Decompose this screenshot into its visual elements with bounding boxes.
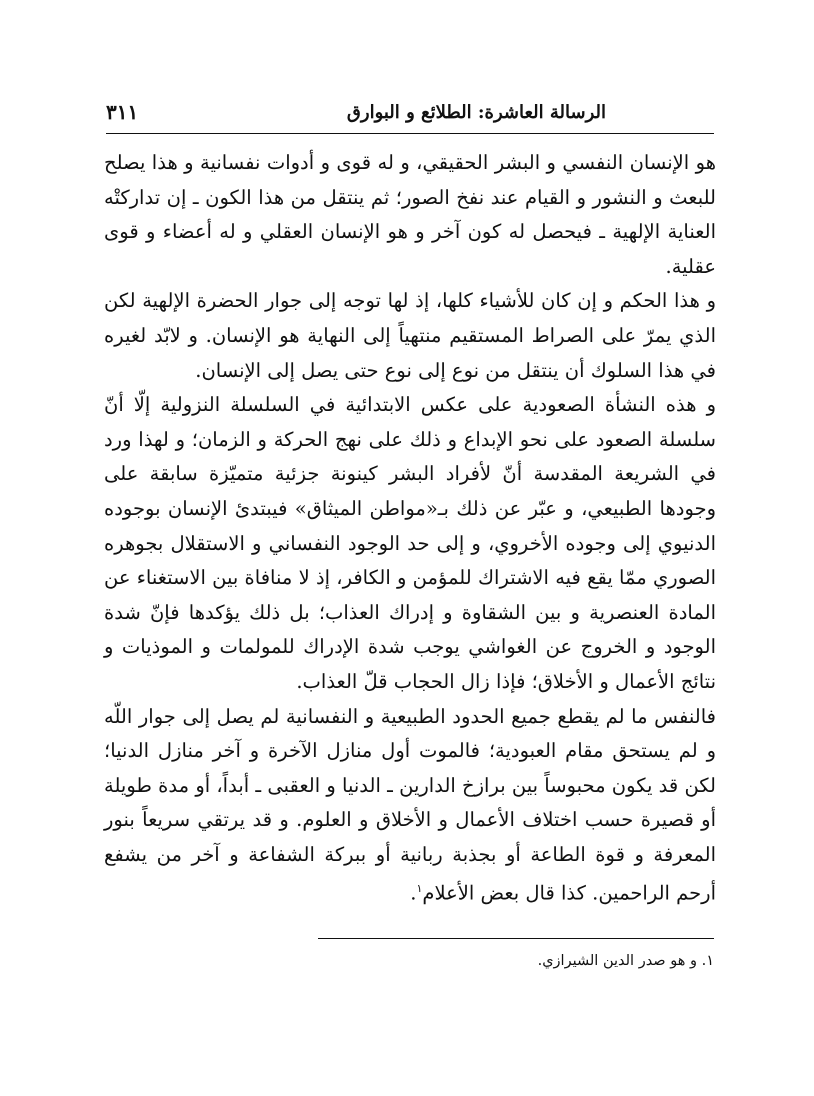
header-rule [106,133,714,134]
page-header [106,96,814,132]
page-number: ٣١١ [106,100,139,124]
paragraph: و هذه النشأة الصعودية على عكس الابتدائية في السلسلة النزولية إلّا أنّ سلسلة الصعود على نحو الإبداع و ذلك على نهج الحركة و الزمان؛ و لهذا ورد في الشريعة المقدسة أنّ لأفراد البشر كينونة جزئية متميّزة سابقة على وجودها الطبيعي، و عبّر عن ذلك بـ«مواطن الميثاق» فيبتدئ الإنسان بوجوده الدنيوي إلى وجوده الأخروي، و إلى حد الوجود النفساني و الاستقلال بجوهره الصوري ممّا يقع فيه الاشتراك للمؤمن و الكافر، إذ لا منافاة بين الاستغناء عن المادة العنصرية و بين الشقاوة و إدراك العذاب؛ بل ذلك يؤكدها فإنّ شدة الوجود و الخروج عن الغواشي يوجب شدة الإدراك للمولمات و الموذيات و نتائج الأعمال و الأخلاق؛ فإذا زال الحجاب قلّ العذاب. [104,393,716,693]
main-text [104,146,716,912]
footnote-rule [318,938,714,939]
paragraph-text: فالنفس ما لم يقطع جميع الحدود الطبيعية و النفسانية لم يصل إلى جوار اللّه و لم يستحق مقام العبودية؛ فالموت أول منازل الآخرة و آخر منازل الدنيا؛ لكن قد يكون محبوساً بين برازخ الدارين ـ الدنيا و العقبى ـ أبداً، أو مدة طويلة أو قصيرة حسب اختلاف الأعمال و الأخلاق و العلوم. و قد يرتقي سريعاً بنور المعرفة و قوة الطاعة أو بجذبة ربانية أو ببركة الشفاعة و آخر من يشفع أرحم الراحمين. كذا قال بعض الأعلام [104,704,716,905]
paragraph: هو الإنسان النفسي و البشر الحقيقي، و له قوى و أدوات نفسانية و هذا يصلح للبعث و النشور و القيام عند نفخ الصور؛ ثم ينتقل من هذا الكون ـ إن تداركتْه العناية الإلهية ـ فيحصل له كون آخر و هو الإنسان العقلي و له أعضاء و قوى عقلية. [104,151,716,278]
paragraph: فالنفس ما لم يقطع جميع الحدود الطبيعية و النفسانية لم يصل إلى جوار اللّه و لم يستحق مقام العبودية؛ فالموت أول منازل الآخرة و آخر منازل الدنيا؛ لكن قد يكون محبوساً بين برازخ الدارين ـ الدنيا و العقبى ـ أبداً، أو مدة طويلة أو قصيرة حسب اختلاف الأعمال و الأخلاق و العلوم. و قد يرتقي سريعاً بنور المعرفة و قوة الطاعة أو بجذبة ربانية أو ببركة الشفاعة و آخر من يشفع أرحم الراحمين. كذا قال بعض الأعلام$^١$. [104,704,716,905]
running-title: الرسالة العاشرة: الطلائع و البوارق [346,102,606,123]
paragraph: و هذا الحكم و إن كان للأشياء كلها، إذ لها توجه إلى جوار الحضرة الإلهية لكن الذي يمرّ على الصراط المستقيم منتهياً إلى النهاية هو الإنسان. و لابّد لغيره في هذا السلوك أن ينتقل من نوع إلى نوع حتى يصل إلى الإنسان. [104,289,716,382]
footnote-marker: ١ [416,882,423,896]
footnote: ١. و هو صدر الدين الشيرازي. [537,953,714,969]
